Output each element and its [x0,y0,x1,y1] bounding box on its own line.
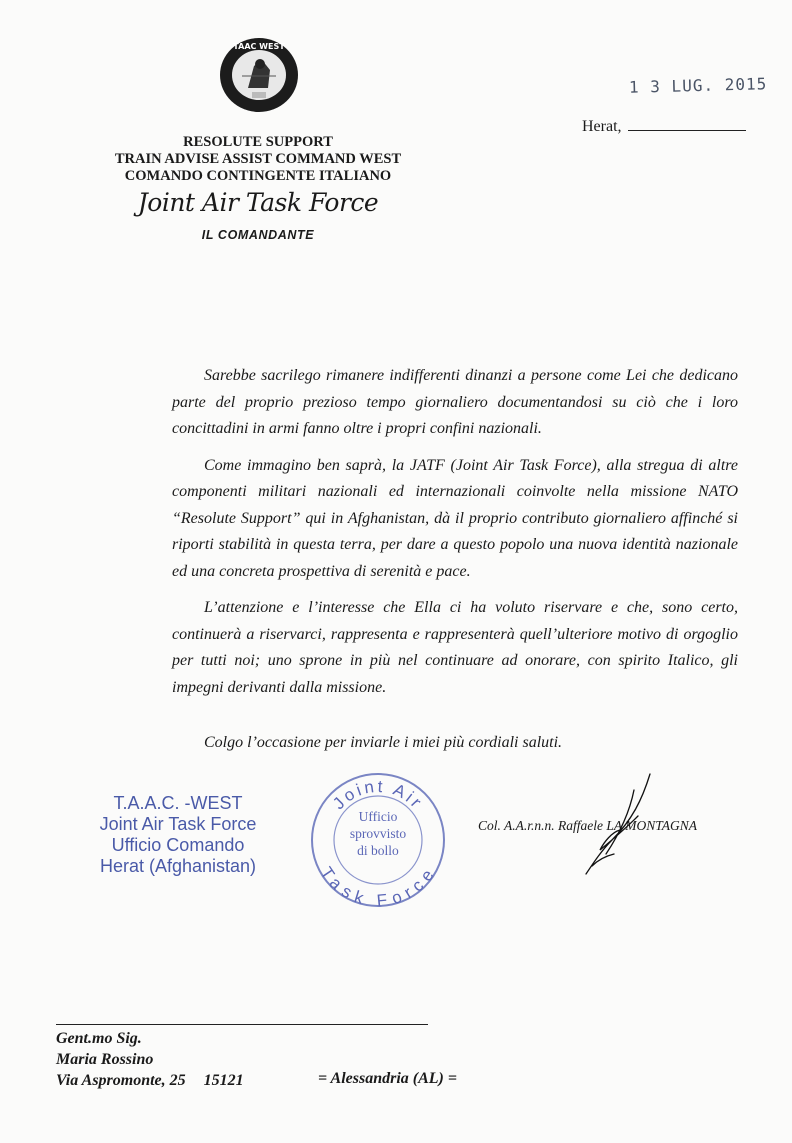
address-city: = Alessandria (AL) = [318,1070,457,1087]
date-stamp: 1 3 LUG. 2015 [628,74,768,97]
office-stamp-line-1: T.A.A.C. -WEST [113,793,243,813]
round-stamp-center-3: di bollo [357,843,399,858]
office-stamp-line-2: Joint Air Task Force [99,814,257,834]
round-stamp-top-text: Joint Air [329,776,428,814]
unit-name: Joint Air Task Force [137,188,379,217]
round-stamp-center [328,808,428,859]
office-stamp-line-4: Herat (Afghanistan) [99,856,257,876]
address-street-line [56,1070,244,1091]
office-stamp [54,793,302,877]
office-stamp-line-3: Ufficio Comando [111,835,245,855]
round-stamp-center-1: Ufficio [358,809,398,824]
address-divider [56,1024,428,1025]
round-stamp-bottom-text: Task Force [316,863,440,910]
date-blank [628,116,746,131]
address-salutation: Gent.mo Sig. [56,1030,142,1047]
commander-title: IL COMANDANTE [201,228,315,242]
signatory-name: Col. A.A.r.n.n. Raffaele LA MONTAGNA [478,818,698,833]
header-line-3: COMANDO CONTINGENTE ITALIANO [124,168,392,184]
body-paragraph-3: L’attenzione e l’interesse che Ella ci ha voluto riservare e che, sono certo, continuerà a riservarci, rappresenta e rappresenterà quell’ulteriore motivo di orgoglio per tutti noi; uno sprone in più nel continuare ad onorare, con spirito Italico, gli impegni derivanti dalla missione. [172,599,738,696]
address-postcode: 15121 [203,1072,244,1089]
header-line-2: TRAIN ADVISE ASSIST COMMAND WEST [114,151,402,167]
place-label: Herat, [582,118,622,135]
place-date-line [582,116,746,136]
svg-text:Task Force [317,864,440,910]
letter-body [172,363,738,711]
body-paragraph-2: Come immagino ben saprà, la JATF (Joint Air Task Force), alla stregua di altre componenti militari nazionali ed internazionali coinvolte nella missione NATO “Resolute Support” qui in Afghanistan, dà il proprio contributo giornaliero affinché si riporti stabilità in questa terra, per dare a questo popolo una nuova identità nazionale ed una concreta prospettiva di serenità e pace. [172,456,738,580]
round-stamp-center-2: sprovvisto [349,826,407,841]
body-paragraph-1: Sarebbe sacrilego rimanere indifferenti dinanzi a persone come Lei che dedicano parte del proprio prezioso tempo giornaliero documentandosi su ciò che i loro concittadini in armi fanno oltre i propri confini nazionali. [172,367,738,437]
svg-text:TAAC WEST: TAAC WEST [233,42,285,51]
recipient-address [56,1028,244,1091]
taac-west-emblem-icon [218,36,300,114]
handwritten-signature-icon [572,770,672,880]
address-street: Via Aspromonte, 25 [56,1072,186,1089]
header-line-1: RESOLUTE SUPPORT [183,134,333,150]
address-name: Maria Rossino [56,1051,154,1068]
closing-line: Colgo l’occasione per inviarle i miei più cordiali saluti. [204,734,563,751]
